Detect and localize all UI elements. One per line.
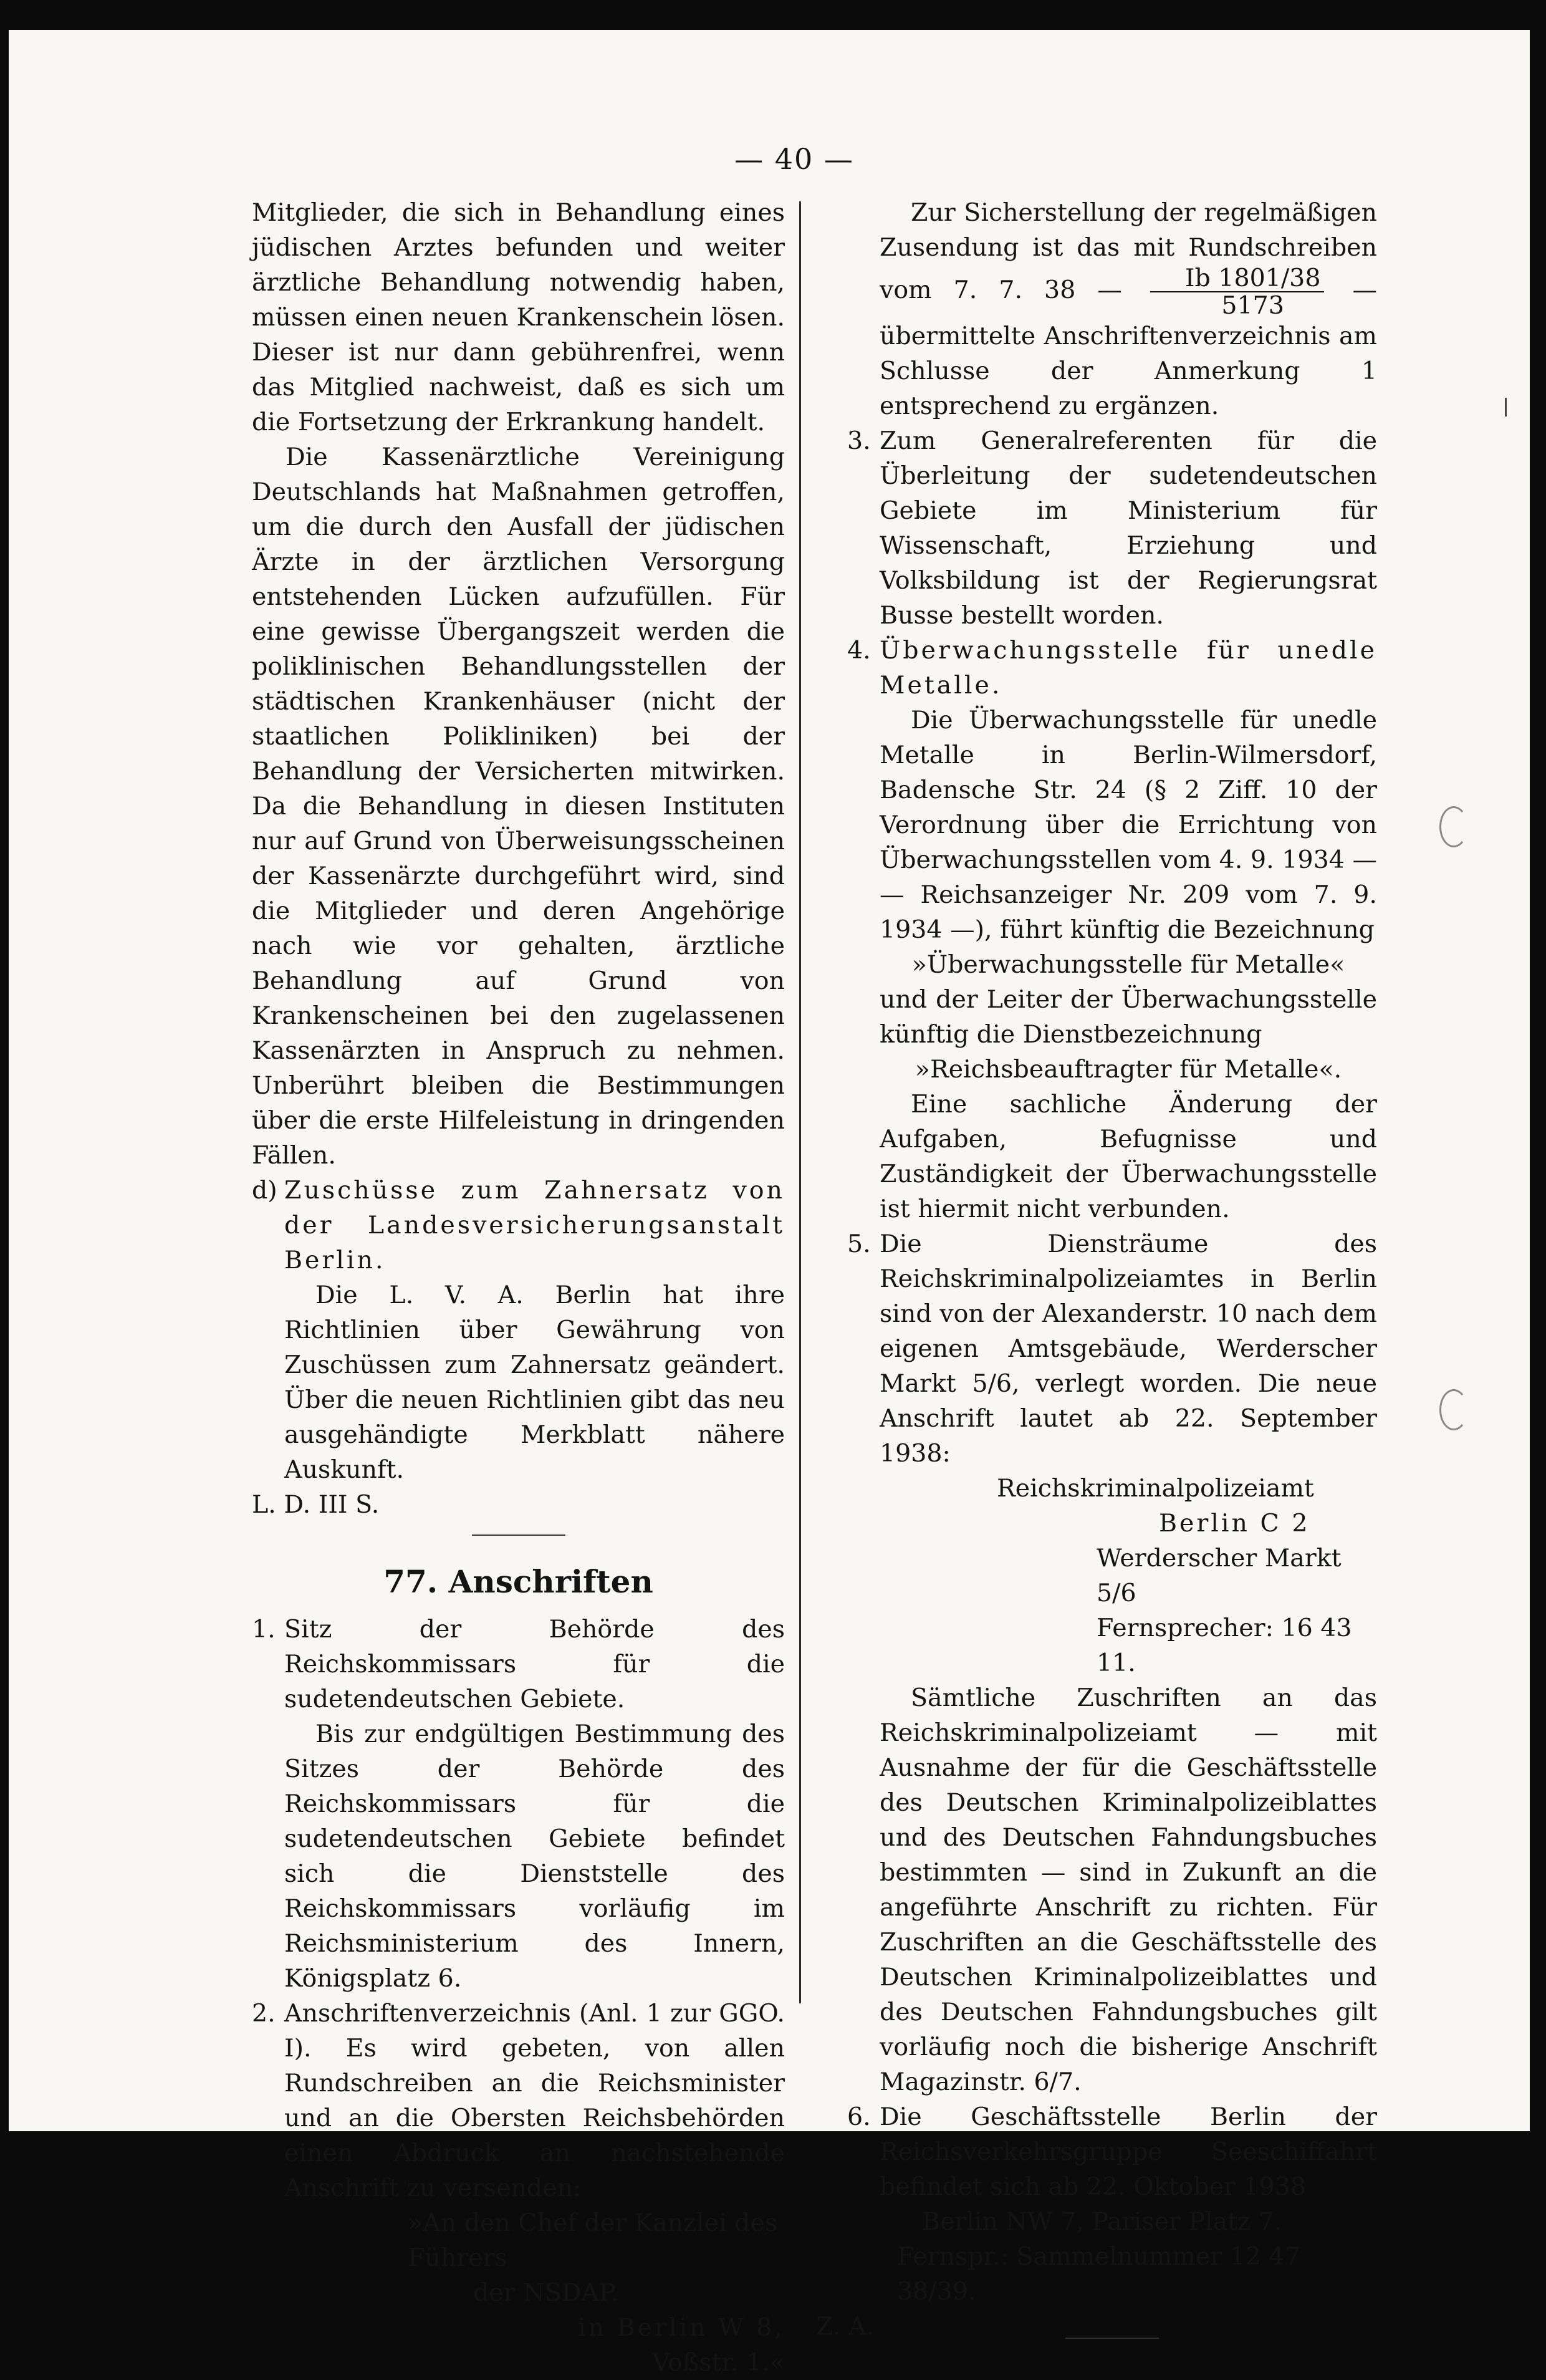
item-number: 6. [847,2103,871,2131]
item-heading: Sitz der Behörde des Reichskommissars für die sudetendeutschen Gebiete. [284,1615,785,1713]
date: 7. 7. 38 — [953,276,1122,304]
address-line: der NSDAP. [473,2278,619,2307]
paragraph: Die Kassenärztliche Vereinigung Deutschlands hat Maßnahmen getroffen, um die durch den Ausfall der jüdischen Ärzte in der ärztlichen Versorgung entstehenden Lücken aufzufüllen. Für eine gewisse Übergangszeit werden die poliklinischen Behandlungsstellen der städtischen Krankenhäuser (nicht der staatlichen Polikliniken) bei der Behandlung der Versicherten mitwirken. Da die Behandlung in diesen Instituten nur auf Grund von Überweisungsscheinen der Kassenärzte durchgeführt wird, sind die Mitglieder und deren Angehörige nach wie vor gehalten, ärztliche Behandlung auf Grund von Krankenscheinen bei den zugelassenen Kassenärzten in Anspruch zu nehmen. Unberührt bleiben die Bestimmungen über die erste Hilfeleistung in dringenden Fällen. [252,443,785,1170]
address-line: Voßstr. 1.« [652,2348,785,2377]
item-number: 3. [847,426,871,455]
paragraph: Die Überwachungsstelle für unedle Metalle in Berlin-Wilmersdorf, Badensche Str. 24 (§ 2 Ziff. 10 der Verordnung über die Errichtung von Überwachungsstellen vom 4. 9. 1934 — — Reichsanzeiger Nr. 209 vom 7. 9. 1934 —), führt künftig die Bezeichnung [880,706,1377,944]
item-number: 2. [252,1999,276,2028]
item-number: 1. [252,1615,276,1644]
scan-mark [1439,806,1468,847]
scan-mark [1505,398,1507,417]
list-item-5 [847,1226,1377,1471]
paragraph: Bis zur endgültigen Bestimmung des Sitzes der Behörde des Reichskommissars für die sudetendeutschen Gebiete befindet sich die Dienststelle des Reichskommissars vorläufig im Reichsministerium des Innern, Königsplatz 6. [284,1720,785,1993]
address-line: in Berlin W 8, [577,2313,785,2342]
signature-code: L. D. III S. [252,1490,380,1519]
quote: »Überwachungsstelle für Metalle« [911,950,1345,979]
list-item-6 [847,2099,1377,2204]
list-item-4 [847,633,1377,703]
list-item-3 [847,423,1377,633]
address-line: Berlin NW 7, Pariser Platz 7. [922,2207,1282,2236]
column-divider [799,201,801,2003]
paragraph: und der Leiter der Überwachungsstelle künftig die Dienstbezeichnung [880,985,1377,1049]
paragraph: Die L. V. A. Berlin hat ihre Richtlinien über Gewährung von Zuschüssen zum Zahnersatz geändert. Über die neuen Richtlinien gibt das neu ausgehändigte Merkblatt nähere Auskunft. [284,1281,785,1484]
paragraph: Mitglieder, die sich in Behandlung eines jüdischen Arztes befunden und weiter ärztliche Behandlung notwendig haben, müssen einen neuen Krankenschein lösen. Dieser ist nur dann gebührenfrei, wenn das Mitglied nachweist, daß es sich um die Fortsetzung der Erkrankung handelt. [252,198,785,436]
address-line: Fernspr.: Sammelnummer 12 47 38/39. [897,2242,1300,2306]
item-number: 4. [847,636,871,665]
list-item-1 [252,1612,785,1717]
fraction-numerator: Ib 1801/38 [1150,265,1325,292]
page-number: — 40 — [734,142,854,176]
list-item-d [252,1173,785,1278]
item-label: d) [252,1176,277,1205]
address-line: Werderscher Markt 5/6 [1097,1544,1342,1607]
address-line: »An den Chef der Kanzlei des Führers [408,2209,778,2272]
list-item-2 [252,1996,785,2205]
divider [472,1534,565,1536]
item-heading: Zuschüsse zum Zahnersatz von der Landesversicherungsanstalt Berlin. [284,1176,785,1274]
paragraph: Eine sachliche Änderung der Aufgaben, Befugnisse und Zuständigkeit der Überwachungsstelle ist hiermit nicht verbunden. [880,1090,1377,1223]
paragraph [880,195,1377,423]
signature-code: Z. A. [816,2312,874,2341]
address-line: Fernsprecher: 16 43 11. [1097,1614,1352,1677]
item-heading: Überwachungsstelle für unedle Metalle. [880,636,1377,700]
item-text: Anschriftenverzeichnis (Anl. 1 zur GGO. I). Es wird gebeten, von allen Rundschreiben an die Reichsminister und an die Obersten Reichsbehörden einen Abdruck an nachstehende Anschrift zu versenden: [284,1999,785,2202]
text: — übermittelte Anschriftenverzeichnis am Schlusse der Anmerkung 1 entsprechend zu ergänzen. [880,276,1377,420]
text: Zur Sicherstellung der regelmäßigen Zusendung ist das mit Rundschreiben vom [880,198,1377,304]
divider [1065,2338,1159,2339]
document-page [9,30,1530,2377]
fraction [1150,265,1325,319]
left-column [252,195,785,2380]
item-number: 5. [847,1230,871,1258]
section-title: 77. Anschriften [383,1563,653,1600]
item-text: Zum Generalreferenten für die Überleitung der sudetendeutschen Gebiete im Ministerium für Wissenschaft, Erziehung und Volksbildung ist der Regierungsrat Busse bestellt worden. [880,426,1377,630]
address-line: Berlin C 2 [1159,1509,1310,1538]
fraction-denominator: 5173 [1221,291,1284,320]
scan-mark [1439,1389,1468,1430]
right-column [816,195,1377,2351]
paragraph: Sämtliche Zuschriften an das Reichskriminalpolizeiamt — mit Ausnahme der für die Geschäftsstelle des Deutschen Kriminalpolizeiblattes und des Deutschen Fahndungsbuches bestimmten — sind in Zukunft an die angeführte Anschrift zu richten. Für Zuschriften an die Geschäftsstelle des Deutschen Kriminalpolizeiblattes und des Deutschen Fahndungsbuches gilt vorläufig noch die bisherige Anschrift Magazinstr. 6/7. [880,1684,1377,2096]
item-text: Die Diensträume des Reichskriminalpolizeiamtes in Berlin sind von der Alexanderstr. 10 nach dem eigenen Amtsgebäude, Werderscher Markt 5/6, verlegt worden. Die neue Anschrift lautet ab 22. September 1938: [880,1230,1377,1468]
address-line: Reichskriminalpolizeiamt [997,1474,1314,1503]
quote: »Reichsbeauftragter für Metalle«. [915,1055,1342,1084]
item-text: Die Geschäftsstelle Berlin der Reichsverkehrsgruppe Seeschiffahrt befindet sich ab 22. Oktober 1938 [880,2103,1377,2201]
